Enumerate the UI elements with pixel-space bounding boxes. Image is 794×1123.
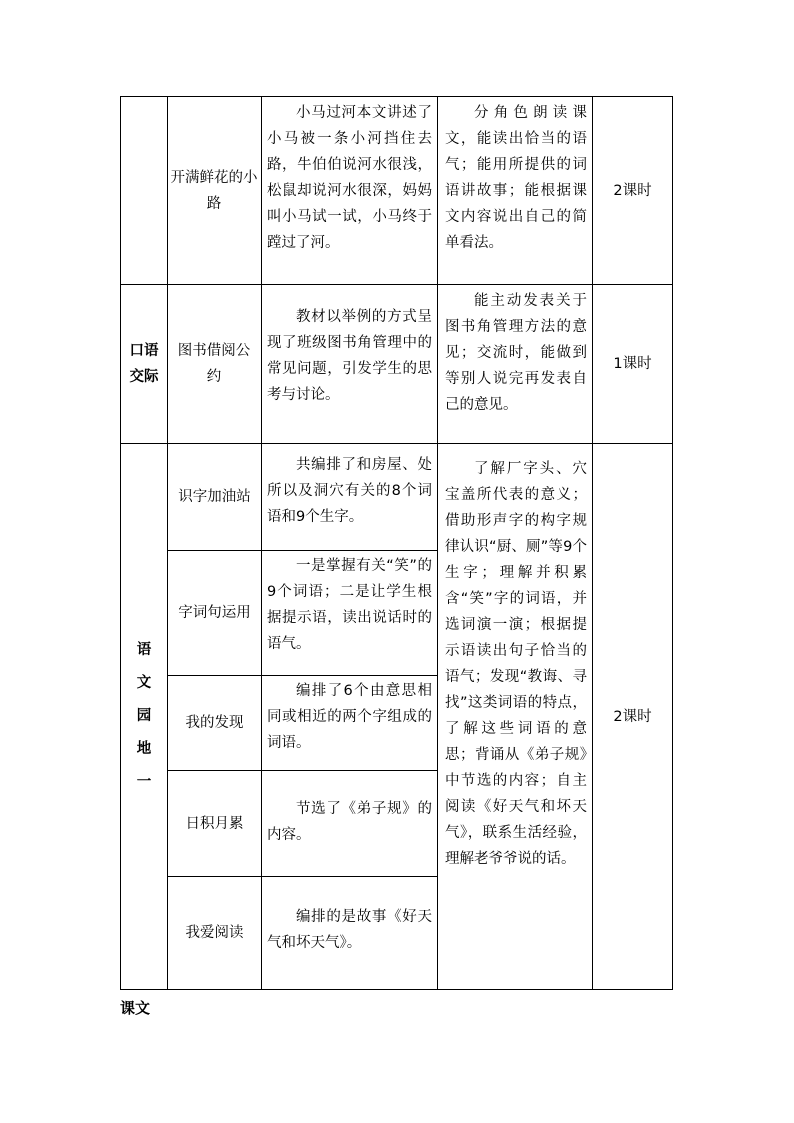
row1-goals: 分角色朗读课文，能读出恰当的语气；能用所提供的词语讲故事；能根据课文内容说出自己的简单看法。	[445, 105, 587, 251]
garden-category-char: 文	[136, 675, 152, 691]
garden-category-char: 语	[136, 642, 152, 658]
row2-lesson: 图书借阅公约	[177, 343, 251, 385]
garden-category-char: 园	[136, 708, 152, 724]
row1-category	[121, 97, 167, 284]
table-border-right	[672, 96, 673, 990]
garden-category-char: 一	[136, 774, 152, 790]
col-divider	[261, 96, 262, 990]
garden-category-char: 地	[136, 741, 152, 757]
row2-goals: 能主动发表关于图书角管理方法的意见；交流时，能做到等别人说完再发表自己的意见。	[445, 293, 587, 413]
garden-category	[121, 444, 167, 989]
garden-lesson-1: 识字加油站	[178, 489, 251, 505]
section-heading: 课文	[120, 999, 151, 1017]
row1-lesson: 开满鲜花的小路	[170, 169, 258, 212]
curriculum-table	[120, 96, 673, 990]
col-divider	[437, 96, 438, 990]
row2-content: 教材以举例的方式呈现了班级图书角管理中的常见问题，引发学生的思考与讨论。	[267, 309, 432, 403]
table-border-bottom	[120, 989, 673, 990]
garden-content-3: 编排了6个由意思相同或相近的两个字组成的词语。	[267, 683, 432, 751]
garden-hours: 2课时	[613, 708, 652, 725]
garden-content-2: 一是掌握有关“笑”的9个词语；二是让学生根据提示语，读出说话时的语气。	[267, 558, 432, 652]
garden-content-5: 编排的是故事《好天气和坏天气》。	[267, 909, 432, 951]
garden-content-4: 节选了《弟子规》的内容。	[267, 801, 432, 843]
row1-hours: 2课时	[613, 182, 652, 199]
row1-content: 小马过河本文讲述了小马被一条小河挡住去路，牛伯伯说河水很浅，松鼠却说河水很深，妈妈叫小马试一试，小马终于蹚过了河。	[267, 105, 432, 251]
garden-lesson-4: 日积月累	[185, 815, 244, 832]
row2-category: 口语交际	[129, 343, 159, 385]
garden-content-1: 共编排了和房屋、处所以及洞穴有关的8个词语和9个生字。	[267, 457, 432, 525]
garden-lesson-2: 字词句运用	[178, 605, 251, 621]
garden-goals: 了解厂字头、穴宝盖所代表的意义；借助形声字的构字规律认识“厨、厕”等9个生字；理解并积累含“笑”字的词语，并选词演一演；根据提示语读出句子恰当的语气；发现“教诲、寻找”这类词语的特点，了解这些词语的意思；背诵从《弟子规》中节选的内容；自主阅读《好天气和坏天气》，联系生活经验，理解老爷爷说的话。	[445, 461, 587, 867]
garden-lesson-5: 我爱阅读	[185, 925, 244, 941]
garden-lesson-3: 我的发现	[185, 715, 244, 731]
row2-hours: 1课时	[613, 356, 652, 372]
